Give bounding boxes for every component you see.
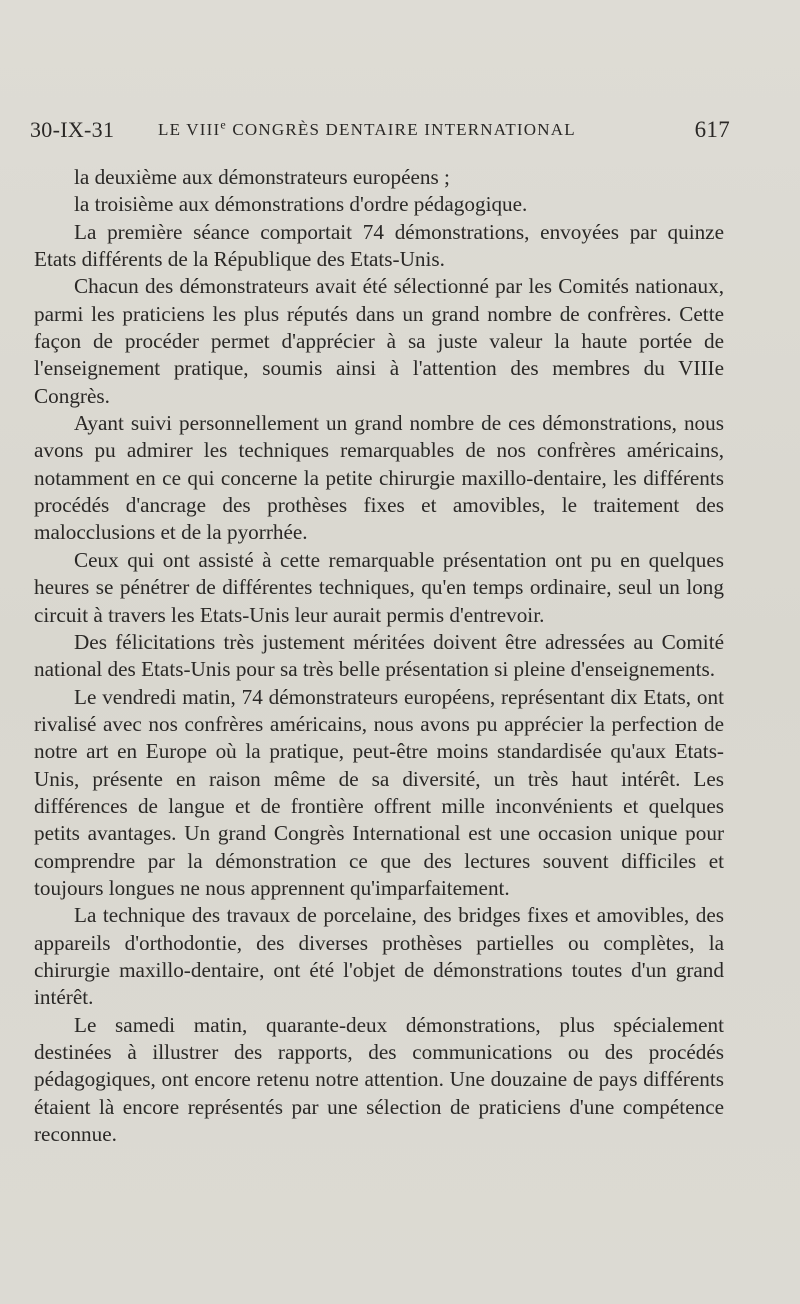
running-header (30, 117, 730, 147)
paragraph: Ceux qui ont assisté à cette remarquable présentation ont pu en quelques heures se pénétrer de différentes techniques, qu'en temps ordinaire, seul un long circuit à travers les Etats-Unis leur aurait permis d'entrevoir. (34, 547, 724, 627)
header-title-sup: e (220, 117, 227, 132)
header-date: 30-IX-31 (30, 117, 115, 142)
header-title (158, 117, 576, 140)
paragraph: Ayant suivi personnellement un grand nombre de ces démonstrations, nous avons pu admirer les techniques remarquables de nos confrères américains, notamment en ce qui concerne la petite chirurgie maxillo-dentaire, les différents procédés d'ancrage des prothèses fixes et amovibles, le traitement des malocclusions et de la pyorrhée. (34, 411, 724, 545)
paragraph: la deuxième aux démonstrateurs européens ; (74, 165, 450, 189)
body-text (34, 164, 724, 1148)
header-title-post: CONGRÈS DENTAIRE INTERNATIONAL (226, 120, 576, 139)
paragraph: La première séance comportait 74 démonstrations, envoyées par quinze Etats différents de la République des Etats-Unis. (34, 219, 724, 272)
paragraph: Des félicitations très justement méritées doivent être adressées au Comité national des Etats-Unis pour sa très belle présentation si pleine d'enseignements. (34, 629, 724, 682)
paragraph: Chacun des démonstrateurs avait été sélectionné par les Comités nationaux, parmi les praticiens les plus réputés dans un grand nombre de confrères. Cette façon de procéder permet d'apprécier à sa juste valeur la haute portée de l'enseignement pratique, soumis ainsi à l'attention des membres du VIIIe Congrès. (34, 274, 724, 408)
paragraph: Le vendredi matin, 74 démonstrateurs européens, représentant dix Etats, ont rivalisé avec nos confrères américains, nous avons pu apprécier la perfection de notre art en Europe où la pratique, peut-être moins standardisée qu'aux Etats-Unis, présente en raison même de sa diversité, un très haut intérêt. Les différences de langue et de frontière offrent mille inconvénients et quelques petits avantages. Un grand Congrès International est une occasion unique pour comprendre par la démonstration ce que des lectures souvent difficiles et toujours longues ne nous apprennent qu'imparfaitement. (34, 684, 724, 900)
header-title-pre: LE VIII (158, 120, 221, 139)
paragraph: La technique des travaux de porcelaine, des bridges fixes et amovibles, des appareils d'orthodontie, des diverses prothèses partielles ou complètes, la chirurgie maxillo-dentaire, ont été l'objet de démonstrations toutes d'un grand intérêt. (34, 903, 724, 1010)
paragraph: la troisième aux démonstrations d'ordre pédagogique. (74, 192, 528, 217)
paragraph: Le samedi matin, quarante-deux démonstrations, plus spécialement destinées à illustrer des rapports, des communications ou des procédés pédagogiques, ont encore retenu notre attention. Une douzaine de pays différents étaient là encore représentés par une sélection de praticiens d'une compétence reconnue. (34, 1012, 724, 1147)
page-number: 617 (694, 117, 730, 142)
